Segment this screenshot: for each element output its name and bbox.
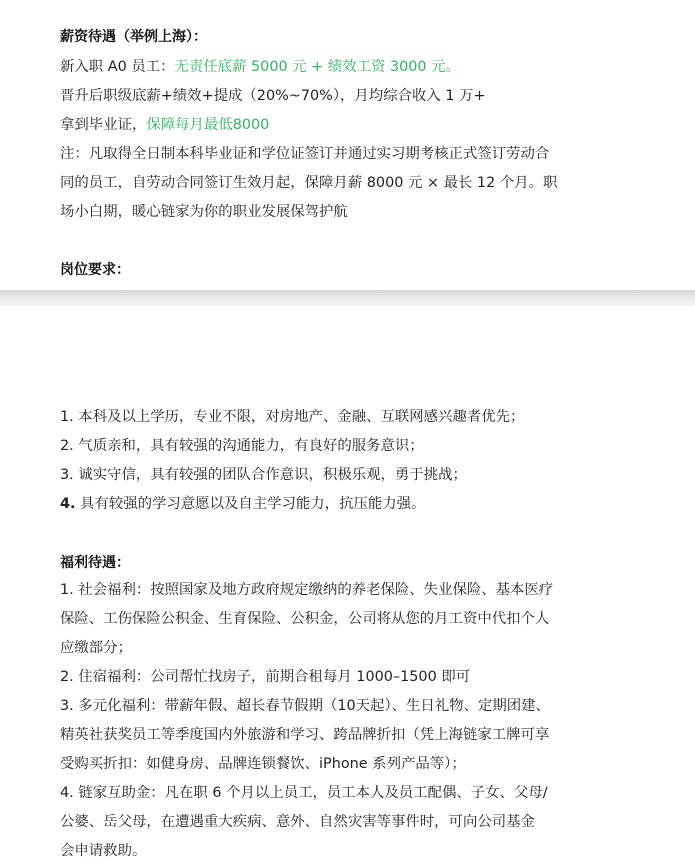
benefits-line: 公婆、岳父母，在遭遇重大疾病、意外、自然灾害等事件时，可向公司基金 — [60, 814, 535, 830]
requirement-number: 3. — [60, 467, 74, 483]
requirements-heading: 岗位要求： — [60, 262, 130, 278]
requirement-item — [60, 461, 665, 490]
requirement-number: 1. — [60, 409, 74, 425]
salary-note-line: 注：凡取得全日制本科毕业证和学位证签订并通过实习期考核正式签订劳动合 — [60, 146, 550, 162]
salary-body — [60, 53, 665, 227]
requirements-list — [60, 403, 665, 519]
benefits-line: 精英社获奖员工等季度国内外旅游和学习、跨品牌折扣（凭上海链家工牌可享 — [60, 727, 550, 743]
requirement-text: 诚实守信，具有较强的团队合作意识，积极乐观，勇于挑战； — [73, 467, 467, 483]
benefits-body — [60, 576, 665, 866]
salary-line-new-hire-label: 新入职 A0 员工： — [60, 59, 175, 75]
requirement-text: 气质亲和，具有较强的沟通能力，有良好的服务意识； — [73, 438, 424, 454]
requirement-text: 本科及以上学历，专业不限，对房地产、金融、互联网感兴趣者优先； — [73, 409, 525, 425]
benefits-line: 1. 社会福利：按照国家及地方政府规定缴纳的养老保险、失业保险、基本医疗 — [60, 582, 554, 598]
benefits-line: 4. 链家互助金：凡在职 6 个月以上员工，员工本人及员工配偶、子女、父母/ — [60, 785, 548, 801]
requirement-item — [60, 490, 665, 519]
requirement-number: 4. — [60, 496, 76, 512]
salary-section — [60, 27, 665, 47]
requirement-text: 具有较强的学习意愿以及自主学习能力，抗压能力强。 — [75, 496, 426, 512]
benefits-heading: 福利待遇： — [60, 555, 130, 571]
page-break-divider — [0, 290, 695, 306]
requirement-number: 2. — [60, 438, 74, 454]
benefits-heading-block — [60, 553, 665, 573]
benefits-line: 2. 住宿福利：公司帮忙找房子，前期合租每月 1000–1500 即可 — [60, 669, 471, 685]
requirements-heading-block — [60, 260, 665, 280]
requirement-item — [60, 432, 665, 461]
salary-heading: 薪资待遇（举例上海）： — [60, 29, 207, 45]
benefits-line: 会申请救助。 — [60, 843, 147, 859]
benefits-line: 受购买折扣：如健身房、品牌连锁餐饮、iPhone 系列产品等）； — [60, 756, 466, 772]
benefits-line: 应缴部分； — [60, 640, 132, 656]
salary-line-new-hire-highlight: 无责任底薪 5000 元 + 绩效工资 3000 元。 — [174, 59, 460, 75]
salary-line-new-hire — [60, 53, 665, 82]
salary-line-promotion: 晋升后职级底薪+绩效+提成（20%~70%），月均综合收入 1 万+ — [60, 88, 486, 104]
salary-line-graduate — [60, 111, 665, 140]
salary-line-graduate-label: 拿到毕业证， — [60, 117, 147, 133]
benefits-line: 保险、工伤保险公积金、生育保险、公积金，公司将从您的月工资中代扣个人 — [60, 611, 550, 627]
requirement-item — [60, 403, 665, 432]
salary-note-line: 同的员工，自劳动合同签订生效月起，保障月薪 8000 元 × 最长 12 个月。职 — [60, 175, 558, 191]
salary-line-graduate-highlight: 保障每月最低8000 — [146, 117, 270, 133]
salary-note-line: 场小白期，暖心链家为你的职业发展保驾护航 — [60, 204, 348, 220]
benefits-line: 3. 多元化福利：带薪年假、超长春节假期（10天起）、生日礼物、定期团建、 — [60, 698, 550, 714]
